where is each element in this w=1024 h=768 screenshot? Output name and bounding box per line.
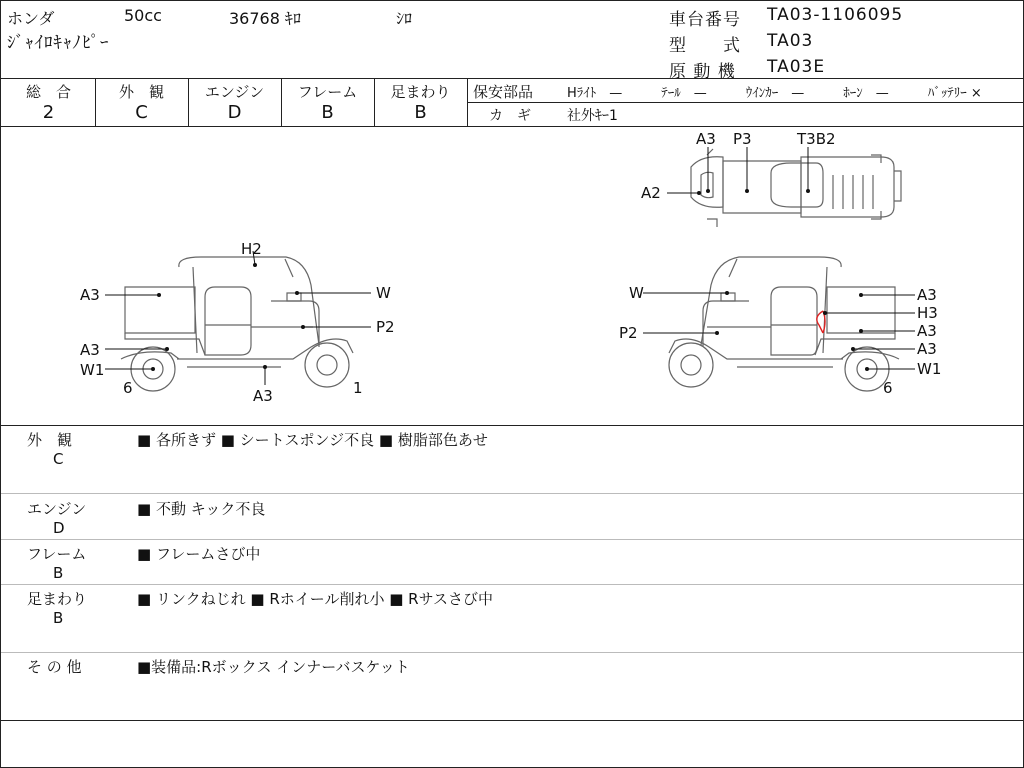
divider [1, 652, 1023, 653]
model-name: ｼﾞｬｲﾛｷｬﾉﾋﾟｰ [7, 33, 110, 53]
divider [1, 584, 1023, 585]
label-a3-mid-right: A3 [917, 322, 937, 340]
label-a3-bottom-left: A3 [253, 387, 273, 405]
grade-value-engine: D [227, 102, 242, 123]
label-a3-top: A3 [696, 130, 716, 148]
divider [1, 720, 1023, 721]
label-a3-box-left: A3 [80, 286, 100, 304]
label-p3: P3 [733, 130, 752, 148]
section-text-other: ■装備品:Rボックス インナーバスケット [137, 658, 410, 676]
damage-diagram [1, 127, 1023, 425]
divider [1, 78, 1023, 79]
section-grade-engine: D [53, 519, 65, 537]
label-t3b2: T3B2 [797, 130, 836, 148]
mileage: 36768 ｷﾛ [229, 9, 301, 28]
section-label-frame: フレーム [27, 545, 87, 563]
label-w-left: W [376, 284, 391, 302]
divider [1, 493, 1023, 494]
label-w-right: W [629, 284, 644, 302]
engine-value: TA03E [767, 57, 826, 77]
label-a3-mid-left: A3 [80, 341, 100, 359]
scooter-left-view [121, 257, 353, 391]
section-label-exterior: 外 観 [27, 431, 73, 449]
section-label-other: そ の 他 [27, 658, 82, 676]
label-w1-right: W1 [917, 360, 942, 378]
grade-header-suspension: 足まわり [390, 83, 451, 101]
body-color: ｼﾛ [396, 9, 413, 28]
key-value: 社外ｷｰ1 [567, 108, 618, 124]
label-p2-left: P2 [376, 318, 395, 336]
grade-value-overall: 2 [42, 102, 55, 123]
section-label-suspension: 足まわり [27, 590, 88, 608]
section-grade-exterior: C [53, 450, 64, 468]
scooter-top-view [691, 149, 901, 227]
type-value: TA03 [767, 31, 814, 51]
key-label: カ ギ [489, 108, 531, 124]
grade-value-suspension: B [414, 102, 427, 123]
label-w1-left: W1 [80, 361, 105, 379]
label-1-left: 1 [353, 379, 363, 397]
engine-label: 原 動 機 [669, 62, 736, 82]
section-grade-frame: B [53, 564, 64, 582]
grade-header-overall: 総 合 [25, 83, 71, 101]
divider [1, 539, 1023, 540]
grade-header-engine: エンジン [204, 83, 265, 101]
grade-header-frame: フレーム [297, 83, 358, 101]
section-label-engine: エンジン [27, 500, 87, 518]
safety-parts-label: 保安部品 [473, 83, 534, 101]
type-label: 型 式 [669, 36, 741, 56]
grade-header-exterior: 外 観 [118, 83, 164, 101]
scooter-right-view [669, 257, 899, 391]
grade-value-frame: B [321, 102, 334, 123]
label-h2: H2 [241, 240, 262, 258]
divider [1, 425, 1023, 426]
section-text-suspension: ■ リンクねじれ ■ Rホイール削れ小 ■ Rサスさび中 [137, 590, 494, 608]
maker: ホンダ [7, 9, 55, 28]
section-text-frame: ■ フレームさび中 [137, 545, 261, 563]
section-text-exterior: ■ 各所きず ■ シートスポンジ不良 ■ 樹脂部色あせ [137, 431, 488, 449]
label-6-right: 6 [883, 379, 893, 397]
chassis-label: 車台番号 [669, 10, 741, 30]
label-h3: H3 [917, 304, 938, 322]
chassis-number: TA03-1106095 [767, 5, 904, 25]
section-grade-suspension: B [53, 609, 64, 627]
label-6-left: 6 [123, 379, 133, 397]
label-a3-top-right: A3 [917, 286, 937, 304]
label-a2: A2 [641, 184, 661, 202]
displacement: 50cc [124, 6, 162, 25]
label-a3-low-right: A3 [917, 340, 937, 358]
section-text-engine: ■ 不動 キック不良 [137, 500, 266, 518]
label-p2-right: P2 [619, 324, 638, 342]
divider [467, 102, 1023, 103]
grade-value-exterior: C [135, 102, 148, 123]
safety-parts-items: Hﾗｲﾄ — ﾃｰﾙ — ｳｲﾝｶｰ — ﾎｰﾝ — ﾊﾞｯﾃﾘｰ × [567, 86, 982, 101]
